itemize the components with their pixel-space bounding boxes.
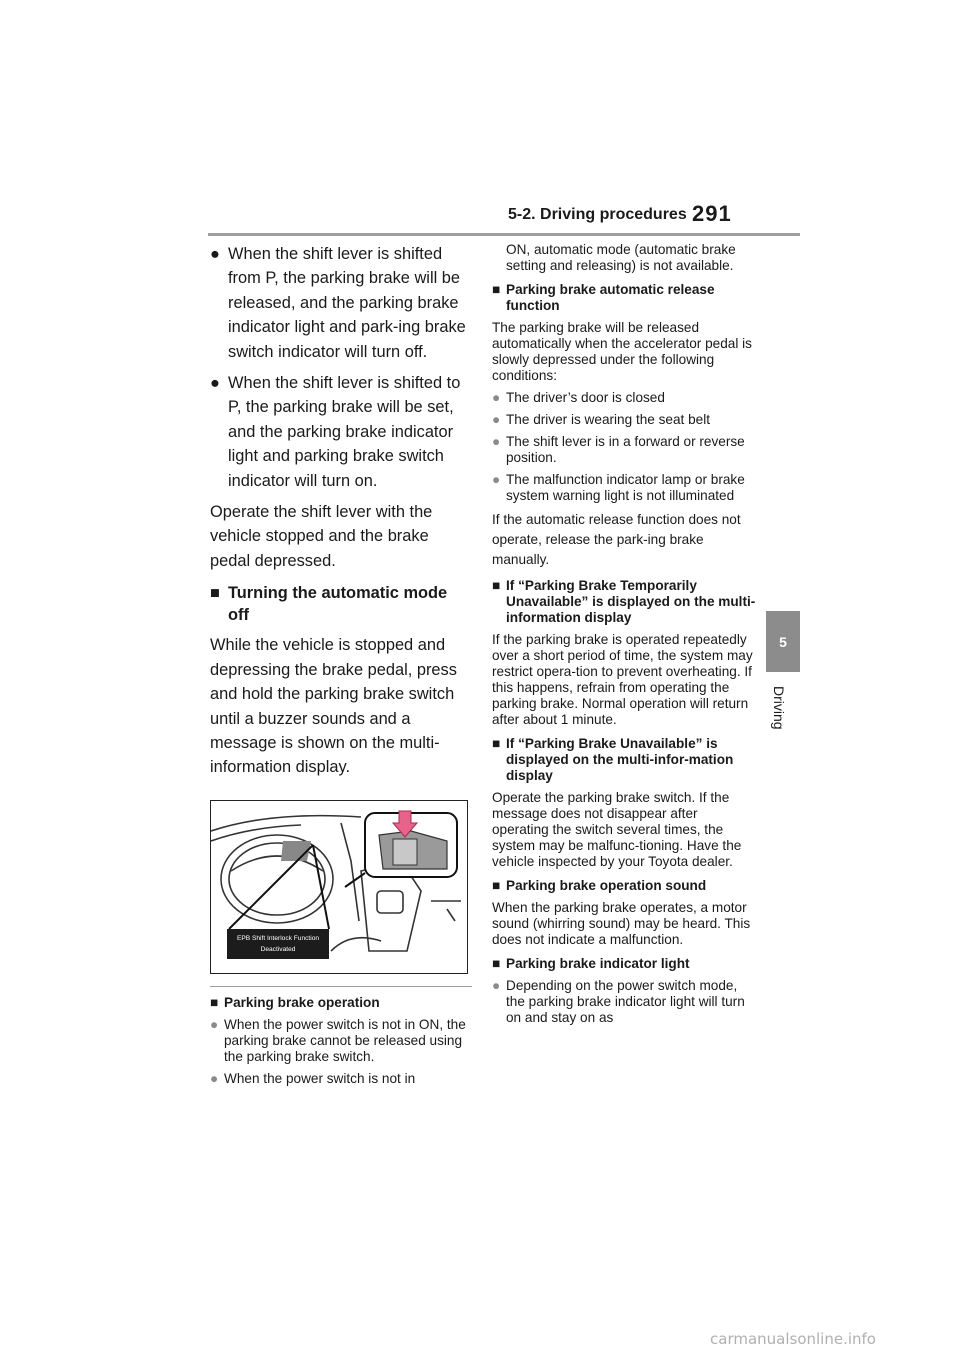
- multi-information-display: [227, 929, 329, 959]
- paragraph: If the automatic release function does not operate, release the park-ing brake manually.: [492, 512, 741, 567]
- display-message-line2: Deactivated: [260, 945, 296, 953]
- section-heading: [210, 995, 472, 1011]
- list-item-text: When the shift lever is shifted from P, the parking brake will be released, and the parking brake indicator light and park-ing brake switch indicator will turn off.: [228, 245, 466, 361]
- paragraph: Operate the shift lever with the vehicle stopped and the brake pedal depressed.: [210, 503, 433, 570]
- list-item: [210, 1017, 472, 1065]
- list-item: [210, 1071, 472, 1087]
- square-bullet-icon: ■: [492, 578, 501, 593]
- bullet-icon: ●: [492, 978, 501, 993]
- paragraph: While the vehicle is stopped and depressing the brake pedal, press and hold the parking brake switch until a buzzer sounds and a message is shown on the multi-information display.: [210, 636, 457, 777]
- paragraph: The parking brake will be released automatically when the accelerator pedal is slowly depressed under the following conditions:: [492, 320, 752, 383]
- bullet-icon: ●: [492, 390, 501, 405]
- section-heading-text: Parking brake indicator light: [506, 956, 690, 971]
- paragraph: If the parking brake is operated repeatedly over a short period of time, the system may restrict opera-tion to prevent overheating. If this happens, refrain from operating the parking brake. Normal operation will return after about 1 minute.: [492, 632, 753, 727]
- list-item: [492, 434, 756, 466]
- square-bullet-icon: ■: [210, 994, 219, 1010]
- list-item-text: The driver is wearing the seat belt: [506, 412, 711, 427]
- section-heading-text: Parking brake operation sound: [506, 878, 707, 893]
- display-message-line1: EPB Shift Interlock Function: [236, 934, 320, 942]
- square-bullet-icon: ■: [492, 282, 501, 297]
- watermark-link[interactable]: carmanualsonline.info: [710, 1330, 876, 1348]
- section-heading-text: If “Parking Brake Unavailable” is displayed on the multi-infor-mation display: [506, 736, 734, 783]
- chapter-tab[interactable]: [766, 611, 800, 672]
- right-column: [492, 242, 756, 1032]
- page-header-section: 5-2. Driving procedures: [508, 206, 687, 223]
- square-bullet-icon: ■: [210, 584, 220, 603]
- bullet-icon: ●: [492, 412, 501, 427]
- paragraph-continuation: ON, automatic mode (automatic brake setting and releasing) is not available.: [506, 242, 736, 273]
- section-heading-text: If “Parking Brake Temporarily Unavailable” is displayed on the multi-information display: [506, 578, 756, 625]
- paragraph: Operate the parking brake switch. If the message does not disappear after operating the switch several times, the system may be malfunc-tioning. Have the vehicle inspected by your Toyota dealer.: [492, 790, 742, 869]
- list-item-text: Depending on the power switch mode, the parking brake indicator light will turn on and stay on as: [506, 978, 745, 1025]
- list-item: [210, 371, 472, 493]
- section-heading-text: Parking brake automatic release function: [506, 282, 715, 313]
- chapter-tab-number: 5: [779, 633, 787, 650]
- left-column: [210, 242, 472, 1093]
- section-heading-text: Turning the automatic mode off: [228, 584, 448, 625]
- section-heading: [492, 956, 756, 972]
- bullet-icon: ●: [210, 245, 220, 263]
- square-bullet-icon: ■: [492, 878, 501, 893]
- square-bullet-icon: ■: [492, 956, 501, 971]
- chapter-tab-label: Driving: [771, 686, 787, 730]
- list-item-text: When the power switch is not in ON, the parking brake cannot be released using the parking brake switch.: [224, 1016, 466, 1064]
- section-heading: [492, 878, 756, 894]
- list-item: [492, 412, 756, 428]
- paragraph: When the parking brake operates, a motor sound (whirring sound) may be heard. This does not indicate a malfunction.: [492, 900, 751, 947]
- list-item-text: The malfunction indicator lamp or brake system warning light is not illuminated: [506, 472, 745, 503]
- bullet-icon: ●: [210, 374, 220, 393]
- list-item-text: When the shift lever is shifted to P, the parking brake will be set, and the parking brake indicator light and parking brake switch indicator will turn on.: [228, 374, 461, 490]
- divider: [210, 986, 472, 987]
- section-heading: [210, 582, 472, 626]
- list-item: [492, 390, 756, 406]
- bullet-icon: ●: [210, 1016, 219, 1032]
- page-number: 291: [692, 201, 732, 226]
- section-heading: [492, 736, 756, 784]
- list-item: [210, 242, 472, 364]
- dashboard-illustration: [210, 800, 468, 974]
- list-item-text: The shift lever is in a forward or reverse position.: [506, 434, 745, 465]
- list-item: [492, 978, 756, 1026]
- list-item: [492, 472, 756, 504]
- bullet-icon: ●: [210, 1070, 219, 1086]
- section-heading-text: Parking brake operation: [224, 994, 380, 1010]
- header-rule: [208, 233, 800, 236]
- list-item-text: When the power switch is not in: [224, 1070, 416, 1086]
- bullet-icon: ●: [492, 472, 501, 487]
- list-item-text: The driver’s door is closed: [506, 390, 665, 405]
- bullet-icon: ●: [492, 434, 501, 449]
- square-bullet-icon: ■: [492, 736, 501, 751]
- section-heading: [492, 578, 756, 626]
- section-heading: [492, 282, 756, 314]
